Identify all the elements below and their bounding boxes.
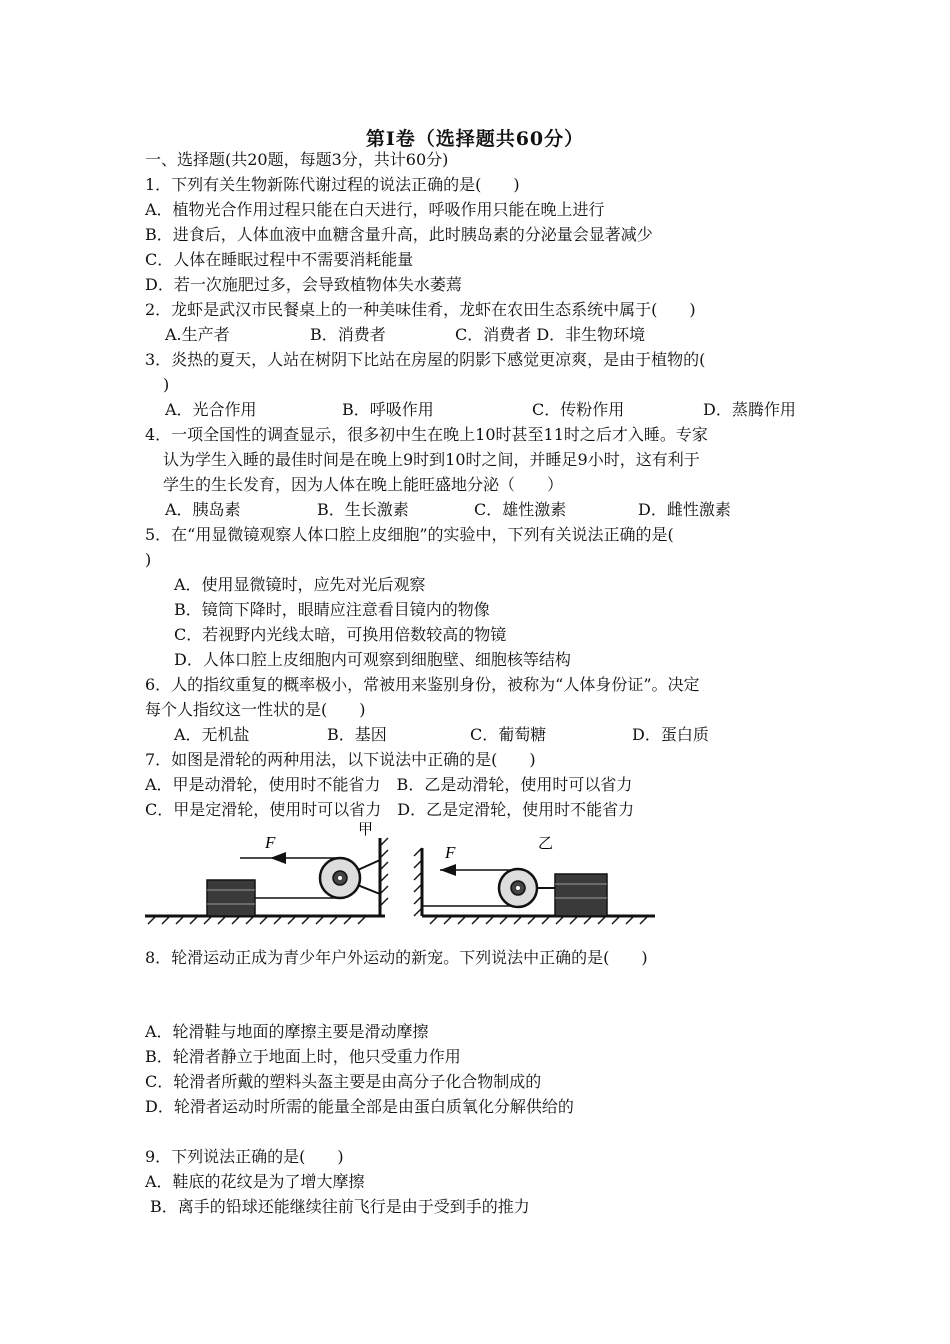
q4-stem-line3: 学生的生长发育，因为人体在晚上能旺盛地分泌（ ） [163,475,564,494]
q7-options-ab: A．甲是动滑轮，使用时不能省力 B．乙是动滑轮，使用时可以省力 [145,775,633,794]
q8-option-b: B．轮滑者静立于地面上时，他只受重力作用 [145,1047,461,1066]
q1-option-a: A．植物光合作用过程只能在白天进行，呼吸作用只能在晚上进行 [145,200,605,219]
q4-stem-line2: 认为学生入睡的最佳时间是在晚上9时到10时之间，并睡足9小时，这有利于 [163,450,700,469]
q4-option-b: B．生长激素 [317,500,409,519]
force-arrow-left [270,852,286,864]
q2-option-cd: C．消费者 D．非生物环境 [455,325,646,344]
force-label-right: F [445,843,456,862]
q4-option-c: C．雄性激素 [474,500,567,519]
label-jia: 甲 [358,820,374,838]
q6-option-c: C．葡萄糖 [470,725,547,744]
q6-option-b: B．基因 [327,725,387,744]
q9-option-a: A．鞋底的花纹是为了增大摩擦 [145,1172,365,1191]
q8-stem: 8．轮滑运动正成为青少年户外运动的新宠。下列说法中正确的是( ) [145,948,648,967]
q9-option-b: B．离手的铅球还能继续往前飞行是由于受到手的推力 [150,1197,530,1216]
q2-stem: 2．龙虾是武汉市民餐桌上的一种美味佳肴，龙虾在农田生态系统中属于( ) [145,300,696,319]
q6-option-d: D．蛋白质 [632,725,709,744]
q8-option-c: C．轮滑者所戴的塑料头盔主要是由高分子化合物制成的 [145,1072,542,1091]
q3-stem: 3．炎热的夏天，人站在树阴下比站在房屋的阴影下感觉更凉爽，是由于植物的( [145,350,706,369]
q5-option-b: B．镜筒下降时，眼睛应注意看目镜内的物像 [174,600,490,619]
q1-option-c: C．人体在睡眠过程中不需要消耗能量 [145,250,414,269]
q2-option-a: A.生产者 [165,325,230,344]
block-right [555,874,607,916]
q3-option-d: D．蒸腾作用 [703,400,796,419]
force-label-left: F [265,833,276,852]
q6-stem-line2: 每个人指纹这一性状的是( ) [145,700,366,719]
q6-stem-line1: 6．人的指纹重复的概率极小，常被用来鉴别身份，被称为“人体身份证”。决定 [145,675,700,694]
section-heading: 一、选择题(共20题，每题3分，共计60分) [145,150,449,169]
q4-option-a: A．胰岛素 [165,500,241,519]
q9-stem: 9．下列说法正确的是( ) [145,1147,344,1166]
q3-option-a: A．光合作用 [165,400,257,419]
q5-stem-end: ) [145,550,152,569]
q7-stem: 7．如图是滑轮的两种用法，以下说法中正确的是( ) [145,750,536,769]
q3-option-b: B．呼吸作用 [342,400,434,419]
q4-stem-line1: 4．一项全国性的调查显示，很多初中生在晚上10时甚至11时之后才入睡。专家 [145,425,708,444]
pulley-figure [140,818,670,930]
q5-option-a: A．使用显微镜时，应先对光后观察 [174,575,426,594]
label-yi: 乙 [538,834,554,852]
q1-option-b: B．进食后，人体血液中血糖含量升高，此时胰岛素的分泌量会显著减少 [145,225,653,244]
q3-option-c: C．传粉作用 [532,400,625,419]
block-left [207,880,255,916]
q8-option-a: A．轮滑鞋与地面的摩擦主要是滑动摩擦 [145,1022,429,1041]
q5-option-c: C．若视野内光线太暗，可换用倍数较高的物镜 [174,625,507,644]
q5-stem: 5．在“用显微镜观察人体口腔上皮细胞”的实验中，下列有关说法正确的是( [145,525,674,544]
q1-stem: 1．下列有关生物新陈代谢过程的说法正确的是( ) [145,175,520,194]
q4-option-d: D．雌性激素 [638,500,731,519]
page-title: 第Ⅰ卷（选择题共60分） [365,128,585,150]
q1-option-d: D．若一次施肥过多，会导致植物体失水萎蔫 [145,275,462,294]
q6-option-a: A．无机盐 [174,725,250,744]
q8-option-d: D．轮滑者运动时所需的能量全部是由蛋白质氧化分解供给的 [145,1097,574,1116]
q7-options-cd: C．甲是定滑轮，使用时可以省力 D．乙是定滑轮，使用时不能省力 [145,800,635,819]
q5-option-d: D．人体口腔上皮细胞内可观察到细胞壁、细胞核等结构 [174,650,571,669]
q2-option-b: B．消费者 [310,325,386,344]
force-arrow-right [440,864,456,876]
q3-stem-end: ) [163,375,170,394]
